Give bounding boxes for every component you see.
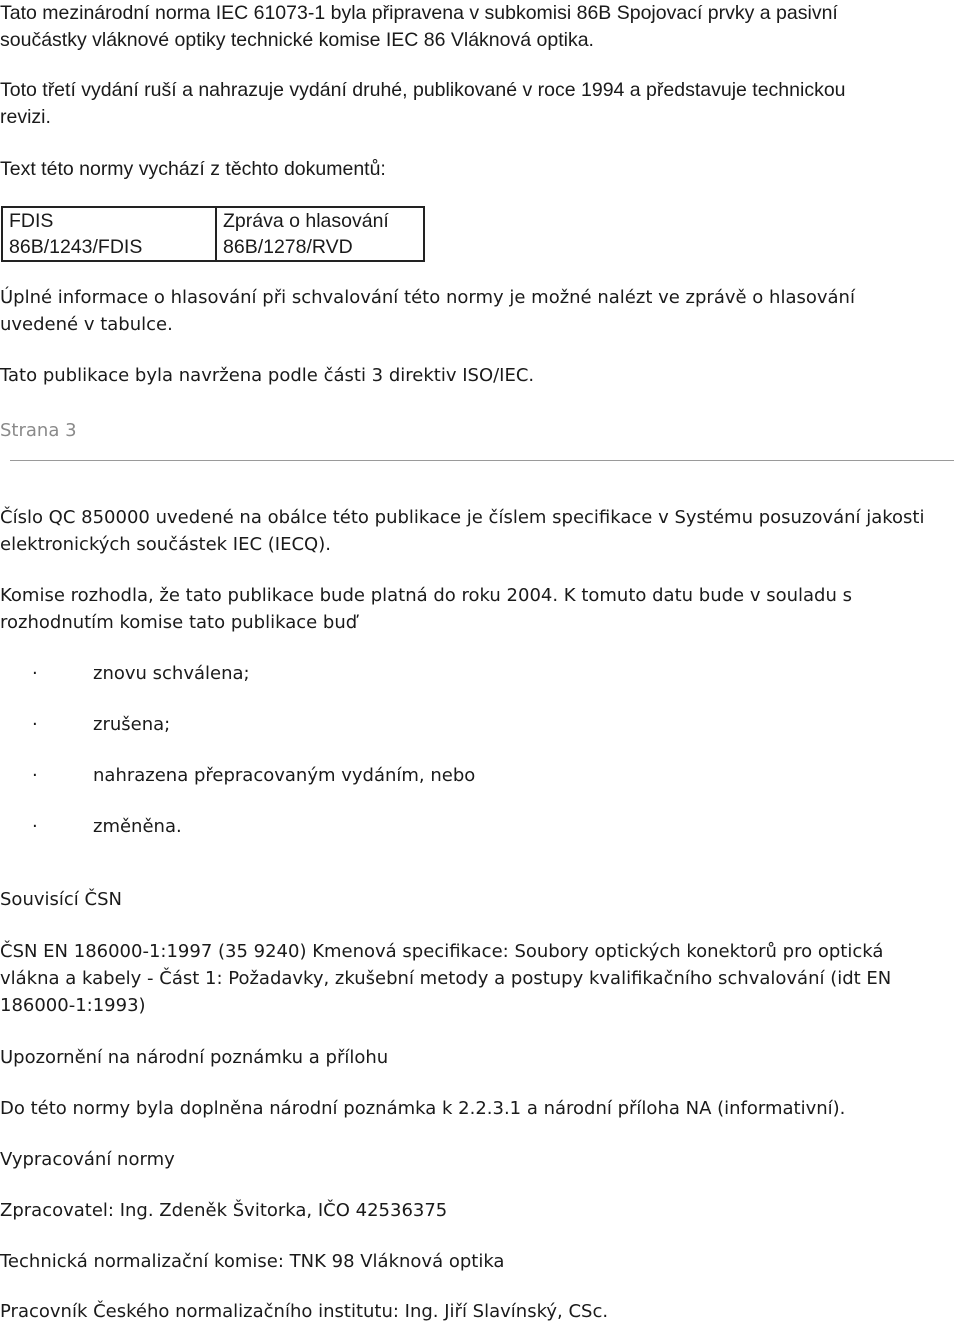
bullet-marker: · [32,816,38,837]
text-line: 186000-1:1993) [0,995,146,1016]
text-line: Číslo QC 850000 uvedené na obálce této publikace je číslem specifikace v Systému posuzování jakosti [0,507,925,528]
related-standards-text [0,938,891,1019]
text-line: elektronických součástek IEC (IECQ). [0,534,331,555]
list-item-text: zrušena; [93,714,171,735]
table-header-row [2,207,424,234]
related-standards-heading: Souvisící ČSN [0,889,122,910]
committee-line: Technická normalizační komise: TNK 98 Vláknová optika [0,1251,505,1272]
list-item [0,762,600,789]
intro-paragraph-2 [0,77,846,131]
list-item-text: nahrazena přepracovaným vydáním, nebo [93,765,476,786]
intro-paragraph-1 [0,0,838,54]
text-line: Tato mezinárodní norma IEC 61073-1 byla připravena v subkomisi 86B Spojovací prvky a pasivní [0,2,838,24]
text-line: Komise rozhodla, že tato publikace bude platná do roku 2004. K tomuto datu bude v souladu s [0,585,852,606]
text-line: ČSN EN 186000-1:1997 (35 9240) Kmenová specifikace: Soubory optických konektorů pro optická [0,941,884,962]
list-item [0,711,600,738]
list-item-text: změněna. [93,816,182,837]
intro-paragraph-3: Text této normy vychází z těchto dokumentů: [0,158,386,180]
text-line: revizi. [0,106,51,128]
national-note-text: Do této normy byla doplněna národní poznámka k 2.2.3.1 a národní příloha NA (informativní). [0,1098,846,1119]
list-item-text: znovu schválena; [93,663,250,684]
text-line: rozhodnutím komise tato publikace buď [0,612,358,633]
table-row [2,234,424,261]
text-line: Toto třetí vydání ruší a nahrazuje vydání druhé, publikované v roce 1994 a představuje technickou [0,79,846,101]
text-line: součástky vláknové optiky technické komise IEC 86 Vláknová optika. [0,29,594,51]
page-divider [10,460,954,461]
national-note-heading: Upozornění na národní poznámku a přílohu [0,1047,389,1068]
text-line: uvedené v tabulce. [0,314,173,335]
list-item [0,813,600,840]
table-header-cell: Zpráva o hlasování [216,207,424,234]
institute-worker-line: Pracovník Českého normalizačního institutu: Ing. Jiří Slavínský, CSc. [0,1301,609,1322]
table-cell: 86B/1243/FDIS [2,234,216,261]
page-label: Strana 3 [0,420,77,441]
preparation-heading: Vypracování normy [0,1149,175,1170]
qc-number-paragraph [0,504,925,558]
voting-info-paragraph [0,284,855,338]
text-line: Úplné informace o hlasování při schvalování této normy je možné nalézt ve zprávě o hlasování [0,287,855,308]
table-header-cell: FDIS [2,207,216,234]
directive-paragraph: Tato publikace byla navržena podle části 3 direktiv ISO/IEC. [0,365,535,386]
validity-paragraph [0,582,852,636]
voting-documents-table [1,206,425,262]
processor-line: Zpracovatel: Ing. Zdeněk Švitorka, IČO 42536375 [0,1200,448,1221]
bullet-marker: · [32,663,38,684]
text-line: vlákna a kabely - Část 1: Požadavky, zkušební metody a postupy kvalifikačního schvalování (idt EN [0,968,892,989]
bullet-marker: · [32,765,38,786]
table-cell: 86B/1278/RVD [216,234,424,261]
bullet-marker: · [32,714,38,735]
list-item [0,660,600,687]
